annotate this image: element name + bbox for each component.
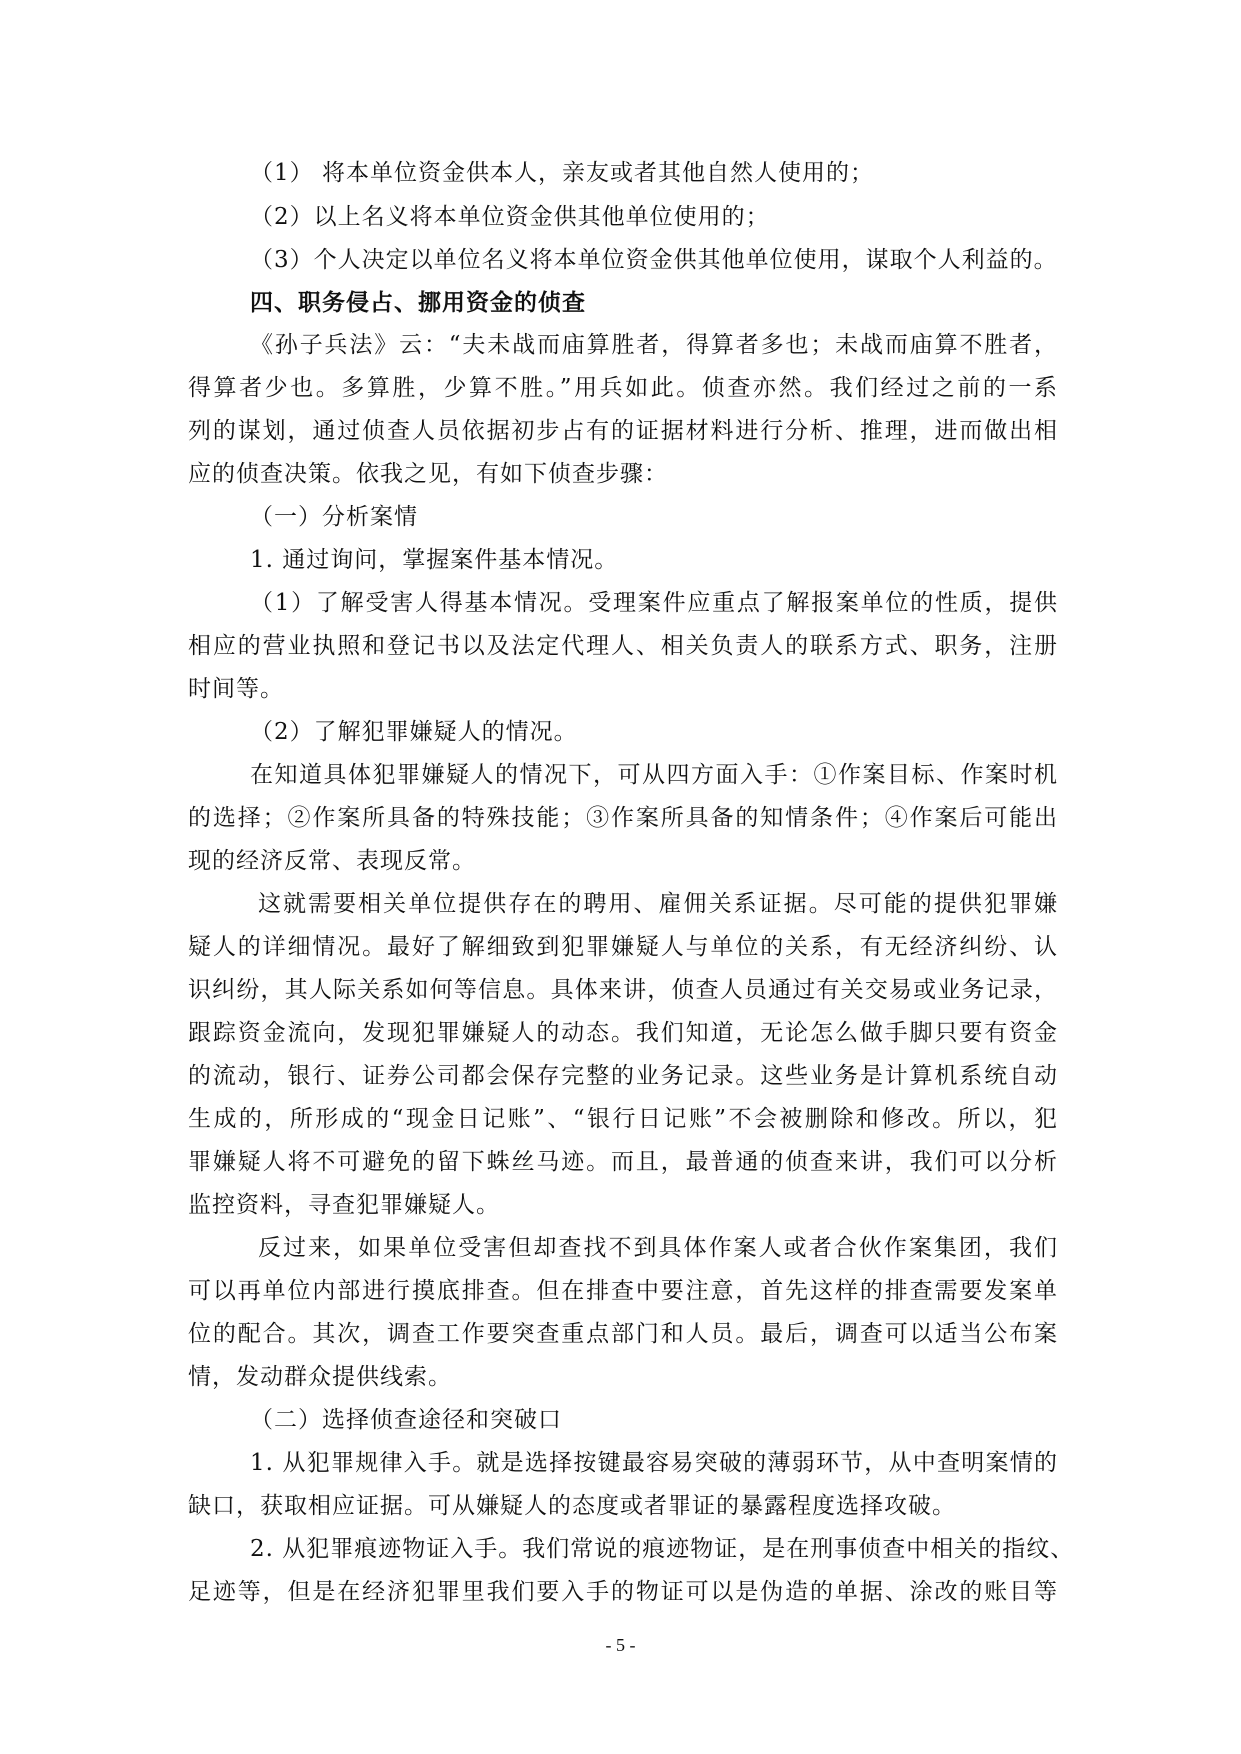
list-item: （2）以上名义将本单位资金供其他单位使用的； [250, 204, 770, 230]
list-item: （3）个人决定以单位名义将本单位资金供其他单位使用，谋取个人利益的。 [250, 247, 1058, 273]
paragraph-line: 在知道具体犯罪嫌疑人的情况下，可从四方面入手：①作案目标、作案时机 [250, 762, 1058, 788]
list-item: （1） 将本单位资金供本人，亲友或者其他自然人使用的； [250, 160, 874, 186]
paragraph-line: 相应的营业执照和登记书以及法定代理人、相关负责人的联系方式、职务，注册 [188, 633, 1058, 659]
paragraph-line: 1. 从犯罪规律入手。就是选择按键最容易突破的薄弱环节，从中查明案情的 [250, 1450, 1058, 1476]
paragraph-line: 罪嫌疑人将不可避免的留下蛛丝马迹。而且，最普通的侦查来讲，我们可以分析 [188, 1149, 1058, 1175]
subsection-heading: （一）分析案情 [250, 504, 418, 530]
paragraph-line: 2. 从犯罪痕迹物证入手。我们常说的痕迹物证，是在刑事侦查中相关的指纹、 [250, 1536, 1075, 1562]
paragraph-line: 足迹等，但是在经济犯罪里我们要入手的物证可以是伪造的单据、涂改的账目等 [188, 1579, 1058, 1605]
paragraph-line: 生成的，所形成的“现金日记账”、“银行日记账”不会被删除和修改。所以，犯 [188, 1106, 1058, 1132]
paragraph-line: 现的经济反常、表现反常。 [188, 848, 476, 874]
paragraph-line: 识纠纷，其人际关系如何等信息。具体来讲，侦查人员通过有关交易或业务记录， [188, 977, 1058, 1003]
paragraph-line: 的流动，银行、证券公司都会保存完整的业务记录。这些业务是计算机系统自动 [188, 1063, 1058, 1089]
paragraph-line: 可以再单位内部进行摸底排查。但在排查中要注意，首先这样的排查需要发案单 [188, 1278, 1058, 1304]
subsection-heading: （二）选择侦查途径和突破口 [250, 1407, 562, 1433]
paragraph-line: 这就需要相关单位提供存在的聘用、雇佣关系证据。尽可能的提供犯罪嫌 [258, 891, 1058, 917]
page-number: - 5 - [605, 1635, 636, 1655]
paragraph-line: 缺口，获取相应证据。可从嫌疑人的态度或者罪证的暴露程度选择攻破。 [188, 1493, 956, 1519]
paragraph-line: 时间等。 [188, 676, 284, 702]
paragraph-line: 应的侦查决策。依我之见，有如下侦查步骤： [188, 461, 668, 487]
paragraph-line: 得算者少也。多算胜，少算不胜。”用兵如此。侦查亦然。我们经过之前的一系 [188, 375, 1058, 401]
section-heading: 四、职务侵占、挪用资金的侦查 [250, 290, 586, 316]
paragraph-line: 反过来，如果单位受害但却查找不到具体作案人或者合伙作案集团，我们 [258, 1235, 1058, 1261]
paragraph-line: 跟踪资金流向，发现犯罪嫌疑人的动态。我们知道，无论怎么做手脚只要有资金 [188, 1020, 1058, 1046]
paragraph-line: 情，发动群众提供线索。 [188, 1364, 452, 1390]
list-item: 1. 通过询问，掌握案件基本情况。 [250, 547, 619, 573]
paragraph-line: （1）了解受害人得基本情况。受理案件应重点了解报案单位的性质，提供 [250, 590, 1058, 616]
paragraph-line: 监控资料，寻查犯罪嫌疑人。 [188, 1192, 500, 1218]
paragraph-line: 列的谋划，通过侦查人员依据初步占有的证据材料进行分析、推理，进而做出相 [188, 418, 1058, 444]
list-item: （2）了解犯罪嫌疑人的情况。 [250, 719, 578, 745]
paragraph-line: 《孙子兵法》云：“夫未战而庙算胜者，得算者多也；未战而庙算不胜者， [250, 332, 1058, 358]
paragraph-line: 的选择；②作案所具备的特殊技能；③作案所具备的知情条件；④作案后可能出 [188, 805, 1058, 831]
paragraph-line: 疑人的详细情况。最好了解细致到犯罪嫌疑人与单位的关系，有无经济纠纷、认 [188, 934, 1058, 960]
paragraph-line: 位的配合。其次，调查工作要突查重点部门和人员。最后，调查可以适当公布案 [188, 1321, 1058, 1347]
